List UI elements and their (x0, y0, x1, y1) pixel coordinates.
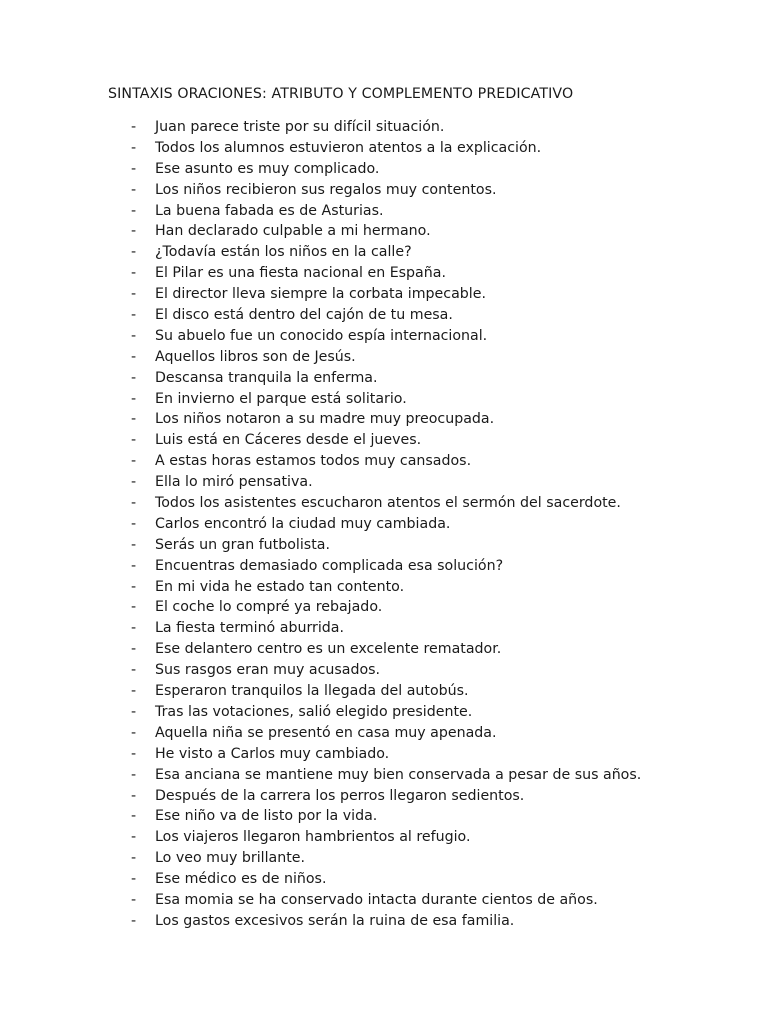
list-bullet: - (131, 662, 137, 679)
sentence-text: Todos los alumnos estuvieron atentos a la explicación. (155, 139, 542, 156)
sentence-text: Han declarado culpable a mi hermano. (155, 223, 431, 240)
list-bullet: - (131, 536, 137, 553)
list-bullet: - (131, 766, 137, 783)
list-bullet: - (131, 139, 137, 156)
list-bullet: - (131, 181, 137, 198)
list-bullet: - (131, 891, 137, 908)
sentence-text: Después de la carrera los perros llegaron sedientos. (155, 787, 525, 804)
list-bullet: - (131, 912, 137, 929)
sentence-text: Los niños recibieron sus regalos muy contentos. (155, 181, 497, 198)
list-bullet: - (131, 495, 137, 512)
sentence-text: A estas horas estamos todos muy cansados. (155, 453, 472, 470)
sentence-text: He visto a Carlos muy cambiado. (155, 745, 390, 762)
sentence-text: Aquellos libros son de Jesús. (155, 348, 356, 365)
list-bullet: - (131, 871, 137, 888)
sentence-text: Sus rasgos eran muy acusados. (155, 662, 381, 679)
sentence-text: Encuentras demasiado complicada esa solución? (155, 557, 504, 574)
sentence-text: Ese delantero centro es un excelente rematador. (155, 641, 502, 658)
list-bullet: - (131, 286, 137, 303)
sentence-text: Serás un gran futbolista. (155, 536, 330, 553)
list-bullet: - (131, 223, 137, 240)
list-bullet: - (131, 307, 137, 324)
sentence-text: El Pilar es una fiesta nacional en España. (155, 265, 446, 282)
list-bullet: - (131, 327, 137, 344)
sentence-text: En invierno el parque está solitario. (155, 390, 407, 407)
list-bullet: - (131, 557, 137, 574)
sentence-text: Carlos encontró la ciudad muy cambiada. (155, 515, 451, 532)
sentence-text: Ese médico es de niños. (155, 871, 327, 888)
list-bullet: - (131, 369, 137, 386)
sentence-text: Ese asunto es muy complicado. (155, 160, 380, 177)
list-bullet: - (131, 411, 137, 428)
list-bullet: - (131, 703, 137, 720)
sentence-text: Ella lo miró pensativa. (155, 474, 313, 491)
sentence-text: Los gastos excesivos serán la ruina de esa familia. (155, 912, 515, 929)
list-bullet: - (131, 515, 137, 532)
list-bullet: - (131, 348, 137, 365)
list-bullet: - (131, 683, 137, 700)
sentence-text: Descansa tranquila la enferma. (155, 369, 378, 386)
document-title: SINTAXIS ORACIONES: ATRIBUTO Y COMPLEMENTO PREDICATIVO (108, 86, 574, 102)
sentence-text: Luis está en Cáceres desde el jueves. (155, 432, 422, 449)
sentence-text: Los niños notaron a su madre muy preocupada. (155, 411, 495, 428)
list-bullet: - (131, 160, 137, 177)
sentence-text: El coche lo compré ya rebajado. (155, 599, 383, 616)
list-bullet: - (131, 641, 137, 658)
sentence-text: El disco está dentro del cajón de tu mesa. (155, 307, 453, 324)
list-bullet: - (131, 745, 137, 762)
list-bullet: - (131, 202, 137, 219)
list-bullet: - (131, 850, 137, 867)
sentence-text: Esa momia se ha conservado intacta durante cientos de años. (155, 891, 598, 908)
sentence-text: Esa anciana se mantiene muy bien conservada a pesar de sus años. (155, 766, 642, 783)
sentence-text: La fiesta terminó aburrida. (155, 620, 345, 637)
sentence-text: Todos los asistentes escucharon atentos el sermón del sacerdote. (155, 495, 621, 512)
sentence-text: La buena fabada es de Asturias. (155, 202, 384, 219)
list-bullet: - (131, 390, 137, 407)
list-bullet: - (131, 599, 137, 616)
list-bullet: - (131, 808, 137, 825)
sentence-text: En mi vida he estado tan contento. (155, 578, 405, 595)
sentence-text: El director lleva siempre la corbata impecable. (155, 286, 486, 303)
list-bullet: - (131, 119, 137, 135)
sentence-text: Aquella niña se presentó en casa muy apenada. (155, 724, 497, 741)
sentence-text: Su abuelo fue un conocido espía internacional. (155, 327, 488, 344)
list-bullet: - (131, 829, 137, 846)
list-bullet: - (131, 474, 137, 491)
list-bullet: - (131, 578, 137, 595)
sentence-text: ¿Todavía están los niños en la calle? (155, 244, 412, 261)
list-bullet: - (131, 620, 137, 637)
list-bullet: - (131, 787, 137, 804)
list-bullet: - (131, 724, 137, 741)
sentence-text: Tras las votaciones, salió elegido presidente. (155, 703, 473, 720)
list-bullet: - (131, 244, 137, 261)
sentence-text: Los viajeros llegaron hambrientos al refugio. (155, 829, 471, 846)
sentence-text: Lo veo muy brillante. (155, 850, 306, 867)
list-bullet: - (131, 265, 137, 282)
list-bullet: - (131, 432, 137, 449)
sentence-text: Juan parece triste por su difícil situación. (155, 119, 445, 135)
list-bullet: - (131, 453, 137, 470)
sentence-text: Ese niño va de listo por la vida. (155, 808, 378, 825)
sentence-text: Esperaron tranquilos la llegada del autobús. (155, 683, 469, 700)
